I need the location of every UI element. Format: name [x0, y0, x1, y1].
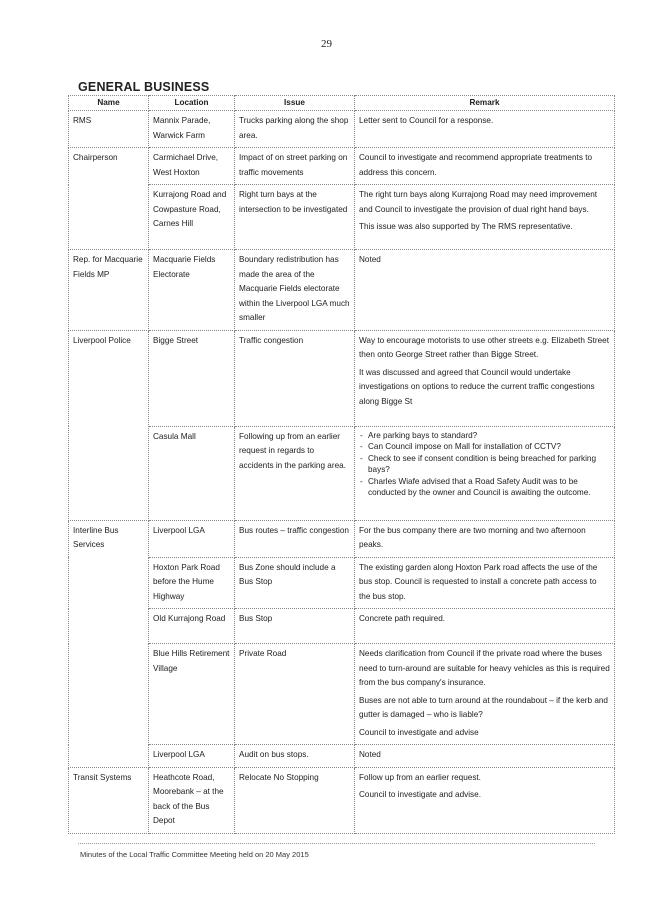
remark-cell: [355, 767, 615, 833]
table-row: [69, 767, 615, 833]
general-business-table: [68, 95, 615, 834]
issue-cell: Bus Zone should include a Bus Stop: [235, 557, 355, 609]
remark-text: Way to encourage motorists to use other streets e.g. Elizabeth Street then onto George Street rather than Bigge Street.: [359, 335, 609, 359]
name-cell: Rep. for Macquarie Fields MP: [69, 250, 149, 331]
name-cell: Interline Bus Services: [69, 520, 149, 767]
remark-text: It was discussed and agreed that Council would undertake investigations on options to reduce the current traffic congestions along Bigge St: [359, 367, 595, 406]
remark-cell: [355, 250, 615, 331]
issue-cell: Private Road: [235, 644, 355, 745]
remark-bullet: - Charles Wiafe advised that a Road Safety Audit was to be conducted by the owner and Council is awaiting the outcome.: [359, 476, 610, 499]
table-row: [69, 111, 615, 148]
remark-text: Noted: [359, 750, 381, 759]
table-row: [69, 609, 615, 644]
remark-text: The right turn bays along Kurrajong Road may need improvement and Council to investigate the provision of dual right hand bays.: [359, 190, 598, 214]
remark-text: Buses are not able to turn around at the roundabout – if the kerb and gutter is damaged – who is liable?: [359, 695, 608, 719]
name-cell: Liverpool Police: [69, 330, 149, 520]
issue-cell: Relocate No Stopping: [235, 767, 355, 833]
issue-cell: Impact of on street parking on traffic movements: [235, 148, 355, 185]
issue-cell: Traffic congestion: [235, 330, 355, 426]
page-number: 29: [321, 38, 332, 50]
remark-bullet: - Check to see if consent condition is being breached for parking bays?: [359, 453, 610, 476]
remark-text: Concrete path required.: [359, 614, 446, 623]
location-cell: Macquarie Fields Electorate: [149, 250, 235, 331]
location-cell: Bigge Street: [149, 330, 235, 426]
remark-text: Letter sent to Council for a response.: [359, 116, 494, 125]
remark-cell: [355, 520, 615, 557]
table-row: [69, 644, 615, 745]
location-cell: Old Kurrajong Road: [149, 609, 235, 644]
remark-bullet: - Are parking bays to standard?: [359, 430, 610, 442]
issue-cell: Bus routes – traffic congestion: [235, 520, 355, 557]
remark-text: Council to investigate and advise: [359, 727, 479, 737]
remark-text: Council to investigate and recommend appropriate treatments to address this concern.: [359, 153, 593, 177]
remark-cell: [355, 111, 615, 148]
remark-cell: [355, 330, 615, 426]
remark-text: For the bus company there are two morning and two afternoon peaks.: [359, 525, 586, 549]
remark-cell: [355, 644, 615, 745]
remark-text: Follow up from an earlier request.: [359, 772, 481, 782]
footer-text: Minutes of the Local Traffic Committee Meeting held on 20 May 2015: [80, 850, 309, 859]
footer-divider: [78, 843, 595, 844]
remark-text: Council to investigate and advise.: [359, 790, 481, 799]
remark-text: Needs clarification from Council if the private road where the buses need to turn-around are suitable for heavy vehicles as this is required from the bus company's insurance.: [359, 649, 610, 687]
location-cell: Hoxton Park Road before the Hume Highway: [149, 557, 235, 609]
issue-cell: Bus Stop: [235, 609, 355, 644]
location-cell: Liverpool LGA: [149, 745, 235, 768]
table-header-row: [69, 96, 615, 111]
remark-bullet-list: [359, 430, 610, 499]
remark-cell: [355, 185, 615, 250]
header-location: Location: [149, 96, 235, 111]
table-row: [69, 557, 615, 609]
table-row: [69, 745, 615, 768]
location-cell: Casula Mall: [149, 426, 235, 520]
location-cell: Mannix Parade, Warwick Farm: [149, 111, 235, 148]
name-cell: RMS: [69, 111, 149, 148]
header-issue: Issue: [235, 96, 355, 111]
table-row: [69, 330, 615, 426]
header-name: Name: [69, 96, 149, 111]
location-cell: Carmichael Drive, West Hoxton: [149, 148, 235, 185]
location-cell: Liverpool LGA: [149, 520, 235, 557]
name-cell: Chairperson: [69, 148, 149, 250]
table-row: [69, 520, 615, 557]
issue-cell: Boundary redistribution has made the area of the Macquarie Fields electorate within the Liverpool LGA much smaller: [235, 250, 355, 331]
issue-cell: Following up from an earlier request in regards to accidents in the parking area.: [235, 426, 355, 520]
section-title: GENERAL BUSINESS: [78, 80, 210, 94]
remark-text: The existing garden along Hoxton Park road affects the use of the bus stop. Council is requested to install a concrete path access to the bus stop.: [359, 562, 598, 601]
issue-cell: Audit on bus stops.: [235, 745, 355, 768]
issue-cell: Trucks parking along the shop area.: [235, 111, 355, 148]
remark-cell: [355, 557, 615, 609]
table-row: [69, 426, 615, 520]
location-cell: Kurrajong Road and Cowpasture Road, Carnes Hill: [149, 185, 235, 250]
table-row: [69, 250, 615, 331]
remark-text: This issue was also supported by The RMS representative.: [359, 222, 573, 231]
name-cell: Transit Systems: [69, 767, 149, 833]
issue-cell: Right turn bays at the intersection to be investigated: [235, 185, 355, 250]
remark-cell: [355, 745, 615, 768]
location-cell: Blue Hills Retirement Village: [149, 644, 235, 745]
table-row: [69, 185, 615, 250]
header-remark: Remark: [355, 96, 615, 111]
remark-cell: [355, 148, 615, 185]
location-cell: Heathcote Road, Moorebank – at the back of the Bus Depot: [149, 767, 235, 833]
remark-text: Noted: [359, 255, 381, 264]
remark-cell: [355, 609, 615, 644]
remark-cell: [355, 426, 615, 520]
remark-bullet: - Can Council impose on Mall for installation of CCTV?: [359, 441, 610, 453]
table-row: [69, 148, 615, 185]
